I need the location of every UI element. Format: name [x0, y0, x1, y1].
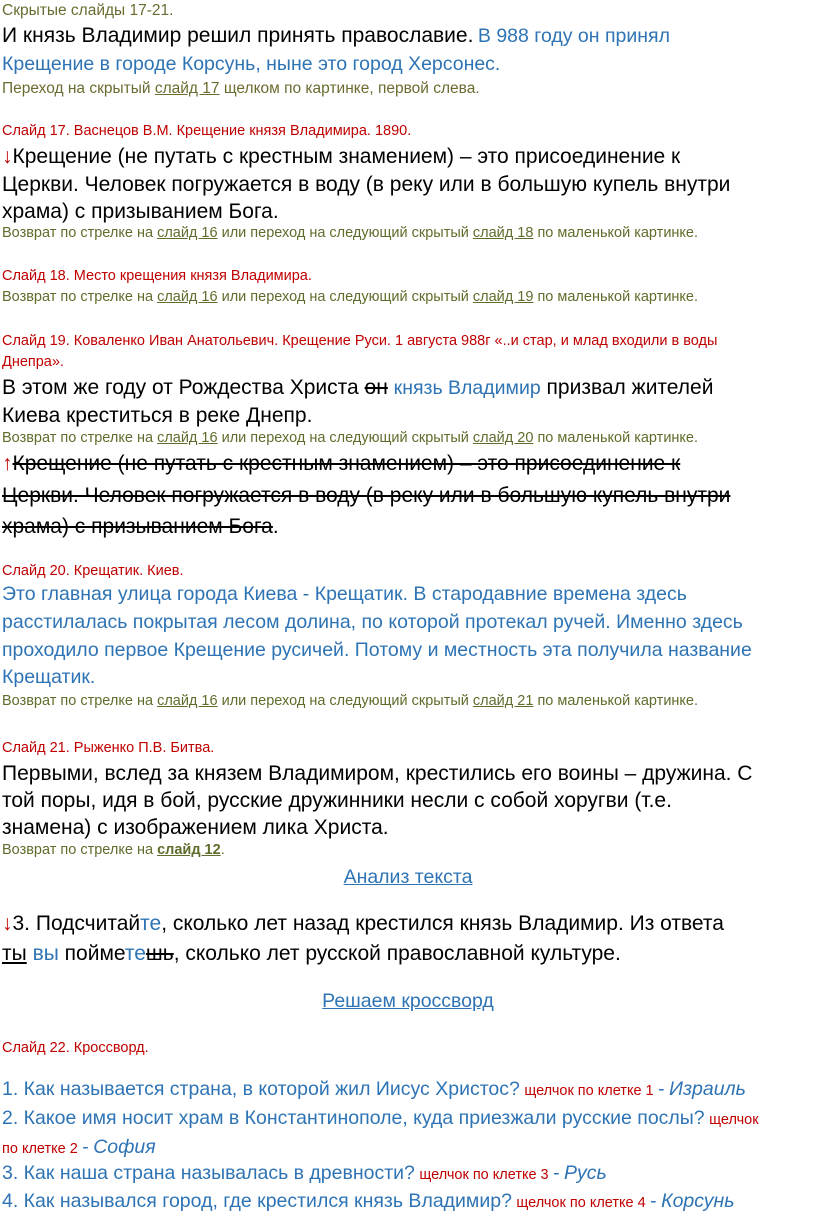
slide-20-text-4: Крещатик. [2, 666, 96, 688]
return-mid: или переход на следующий скрытый [221, 693, 469, 709]
nav-prefix: Переход на скрытый [2, 80, 151, 97]
slide-20-text-1: Это главная улица города Киева - Крещатик. В стародавние времена здесь [2, 583, 687, 605]
question-text-end: , сколько лет назад крестился князь Владимир. Из ответа [161, 912, 724, 935]
crossword-q1 [2, 1078, 746, 1101]
slide-17-link[interactable]: слайд 17 [154, 80, 220, 97]
question-2: 2. Какое имя носит храм в Константинополе, куда приезжали русские послы? [2, 1107, 705, 1129]
slide-18-title: Слайд 18. Место крещения князя Владимира. [2, 268, 312, 284]
return-prefix: Возврат по стрелке на [2, 225, 154, 241]
down-arrow-icon[interactable]: ↓ [2, 912, 13, 935]
intro-line-1 [2, 24, 670, 48]
struck-text: храма) с призыванием Бога [2, 515, 273, 538]
question-3: 3. Как наша страна называлась в древности? [2, 1162, 415, 1184]
return-suffix: по маленькой картинке. [537, 225, 699, 241]
answer-1: Израиль [669, 1078, 746, 1100]
return-mid: или переход на следующий скрытый [221, 289, 469, 305]
struck-suffix: шь [145, 942, 174, 965]
slide-18-link[interactable]: слайд 18 [472, 225, 534, 241]
analysis-heading[interactable]: Анализ текста [343, 866, 473, 888]
blue-suffix: те [124, 942, 146, 965]
slide-21-link[interactable]: слайд 21 [472, 693, 534, 709]
answer-2: София [93, 1136, 156, 1158]
slide-17-return [2, 225, 698, 241]
hint-2-cont[interactable]: по клетке 2 [2, 1141, 78, 1157]
slide-20-link[interactable]: слайд 20 [472, 430, 534, 446]
return-mid: или переход на следующий скрытый [221, 430, 469, 446]
slide-16-link[interactable]: слайд 16 [157, 430, 218, 446]
page-title: Скрытые слайды 17-21. [2, 2, 174, 19]
struck-word: он [364, 376, 388, 399]
slide-19-link[interactable]: слайд 19 [472, 289, 534, 305]
slide-21-text-3: знамена) с изображением лика Христа. [2, 816, 389, 839]
intro-blue-text: В 988 году он принял [477, 25, 670, 47]
slide-16-link[interactable]: слайд 16 [157, 289, 218, 305]
slide-20-return [2, 693, 698, 709]
intro-nav [2, 80, 480, 98]
return-prefix: Возврат по стрелке на [2, 430, 154, 446]
word-ty: ты [2, 942, 27, 965]
nav-suffix: щелком по картинке, первой слева. [223, 80, 480, 97]
slide-21-text-2: той поры, идя в бой, русские дружинники несли с собой хоругви (т.е. [2, 789, 672, 812]
crossword-q2 [2, 1107, 759, 1130]
return-prefix: Возврат по стрелке на [2, 842, 154, 858]
word-vy: вы [32, 942, 59, 965]
slide-19-strike-3 [2, 515, 279, 539]
hint-1[interactable]: щелчок по клетке 1 [524, 1083, 654, 1099]
question-1: 1. Как называется страна, в которой жил Иисус Христос? [2, 1078, 520, 1100]
return-suffix: по маленькой картинке. [537, 289, 699, 305]
hint-2[interactable]: щелчок [709, 1112, 759, 1128]
slide-22-title: Слайд 22. Кроссворд. [2, 1040, 149, 1056]
slide-19-text-end: призвал жителей [546, 376, 714, 399]
hint-4[interactable]: щелчок по клетке 4 [516, 1195, 646, 1211]
return-suffix: по маленькой картинке. [537, 430, 699, 446]
intro-line-2: Крещение в городе Корсунь, ныне это город Херсонес. [2, 53, 501, 75]
slide-16-link[interactable]: слайд 16 [157, 693, 218, 709]
slide-17-text-1 [2, 145, 680, 169]
slide-21-title: Слайд 21. Рыженко П.В. Битва. [2, 740, 215, 756]
question-text-end: , сколько лет русской православной культуре. [173, 942, 621, 965]
slide-17-title: Слайд 17. Васнецов В.М. Крещение князя Владимира. 1890. [2, 123, 412, 139]
slide-20-text-3: проходило первое Крещение русичей. Потому и местность эта получила название [2, 639, 752, 661]
slide-19-return [2, 430, 698, 446]
crossword-q4 [2, 1190, 735, 1213]
return-prefix: Возврат по стрелке на [2, 693, 154, 709]
analysis-question-line-2 [2, 942, 621, 966]
slide-19-text-1 [2, 376, 713, 400]
slide-19-text: В этом же году от Рождества Христа [2, 376, 359, 399]
slide-21-return [2, 842, 225, 858]
up-arrow-icon[interactable]: ↑ [2, 452, 13, 475]
slide-20-text-2: расстилалась покрытая лесом долина, по которой протекал ручей. Именно здесь [2, 611, 743, 633]
slide-21-text-1: Первыми, вслед за князем Владимиром, крестились его воины – дружина. С [2, 762, 753, 785]
blue-suffix: те [140, 912, 162, 935]
slide-16-link[interactable]: слайд 16 [157, 225, 218, 241]
word-stem: пойме [64, 942, 125, 965]
return-suffix: по маленькой картинке. [537, 693, 699, 709]
analysis-question-line-1 [2, 912, 724, 936]
slide-17-text-2: Церкви. Человек погружается в воду (в реку или в большую купель внутри [2, 173, 731, 196]
dash: - [553, 1162, 560, 1184]
crossword-heading[interactable]: Решаем кроссворд [322, 990, 494, 1012]
dash: - [650, 1190, 657, 1212]
question-text: 3. Подсчитай [12, 912, 141, 935]
answer-4: Корсунь [661, 1190, 735, 1212]
slide-18-return [2, 289, 698, 305]
slide-20-title: Слайд 20. Крещатик. Киев. [2, 563, 184, 579]
intro-text: И князь Владимир решил принять православие. [2, 24, 474, 47]
period: . [272, 515, 279, 538]
slide-17-text: Крещение (не путать с крестным знамением) – это присоединение к [12, 145, 681, 168]
slide-19-title-2: Днепра». [2, 354, 64, 370]
slide-12-link[interactable]: слайд 12 [157, 842, 221, 858]
slide-19-strike-2: Церкви. Человек погружается в воду (в реку или в большую купель внутри [2, 484, 731, 507]
hint-3[interactable]: щелчок по клетке 3 [419, 1167, 549, 1183]
struck-text: Крещение (не путать с крестным знамением) – это присоединение к [12, 452, 681, 475]
slide-17-text-3: храма) с призыванием Бога. [2, 200, 279, 223]
answer-3: Русь [564, 1162, 607, 1184]
slide-19-strike-1 [2, 452, 680, 476]
return-mid: или переход на следующий скрытый [221, 225, 469, 241]
blue-insert: князь Владимир [393, 377, 541, 399]
crossword-q3 [2, 1162, 607, 1185]
slide-19-title-1: Слайд 19. Коваленко Иван Анатольевич. Крещение Руси. 1 августа 988г «..и стар, и млад входили в воды [2, 333, 718, 349]
return-prefix: Возврат по стрелке на [2, 289, 154, 305]
question-4: 4. Как назывался город, где крестился князь Владимир? [2, 1190, 512, 1212]
slide-19-text-2: Киева креститься в реке Днепр. [2, 404, 313, 427]
period: . [220, 842, 225, 858]
crossword-q2-cont [2, 1136, 156, 1159]
dash: - [658, 1078, 665, 1100]
dash: - [82, 1136, 89, 1158]
down-arrow-icon[interactable]: ↓ [2, 145, 13, 168]
